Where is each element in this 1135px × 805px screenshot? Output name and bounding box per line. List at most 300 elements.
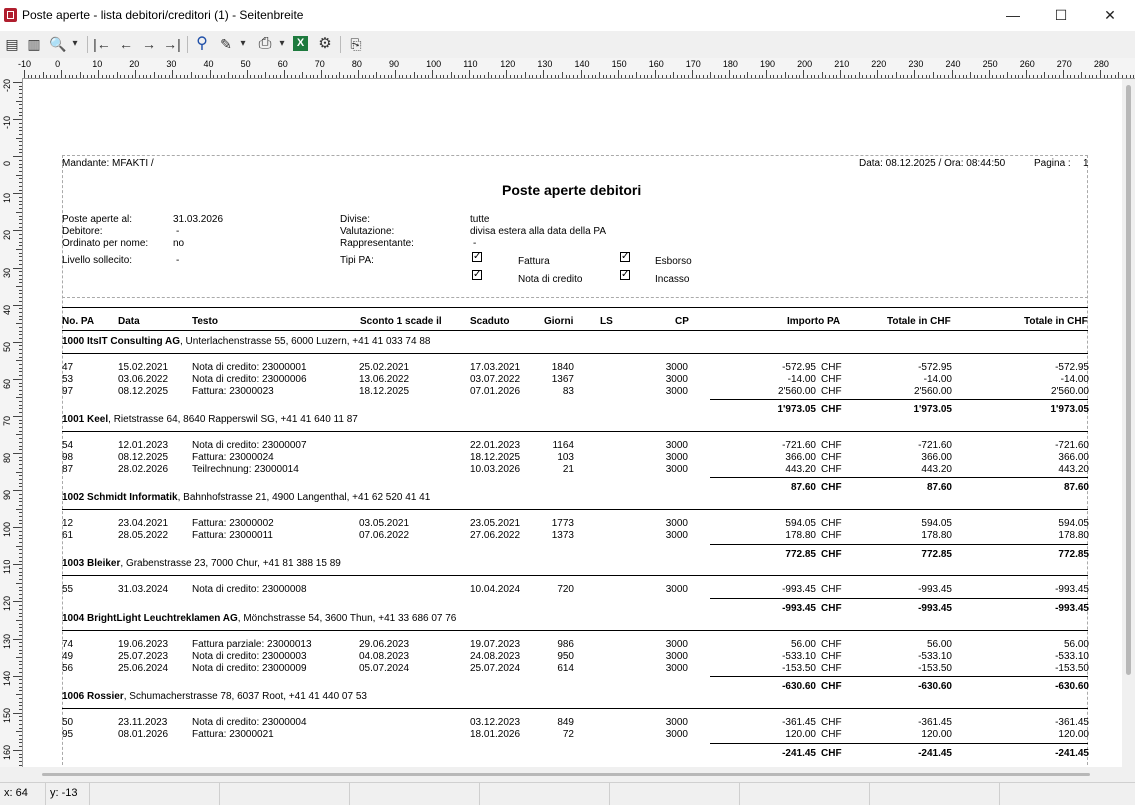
ruler-tick xyxy=(19,724,22,725)
ruler-tick xyxy=(1003,75,1004,78)
header-rule xyxy=(62,330,1088,331)
ruler-tick xyxy=(881,75,882,78)
checkbox-label: Nota di credito xyxy=(518,274,583,285)
ruler-tick xyxy=(19,739,22,740)
ruler-tick xyxy=(447,75,448,78)
ruler-tick xyxy=(744,75,745,78)
subtotal-rule xyxy=(710,399,1088,400)
page-icon[interactable]: ▤ xyxy=(5,36,19,52)
ruler-tick xyxy=(918,75,919,78)
ruler-tick xyxy=(718,75,719,78)
subtotal-rule xyxy=(710,676,1088,677)
ruler-tick xyxy=(239,75,240,78)
ruler-tick xyxy=(19,208,22,209)
ruler-tick xyxy=(19,742,22,743)
status-y: y: -13 xyxy=(46,783,90,805)
cell-totale-chf-2: -14.00 xyxy=(1060,373,1089,385)
ruler-tick xyxy=(369,75,370,78)
ruler-tick xyxy=(16,509,22,510)
debtor-name: 1004 BrightLight Leuchtreklamen AG xyxy=(62,613,238,624)
ruler-tick xyxy=(250,75,251,78)
ruler-tick xyxy=(150,75,151,78)
status-cell xyxy=(870,783,1000,805)
param-label: Ordinato per nome: xyxy=(62,238,149,249)
param-label: Divise: xyxy=(340,214,371,225)
ruler-tick xyxy=(83,75,84,78)
cell-testo: Nota di credito: 23000008 xyxy=(192,584,307,595)
cell-giorni: 1164 xyxy=(552,440,574,451)
ruler-tick xyxy=(19,316,22,317)
ruler-tick xyxy=(940,75,941,78)
ruler-tick xyxy=(13,453,22,454)
ruler-tick xyxy=(19,338,22,339)
cell-giorni: 1367 xyxy=(551,373,574,385)
ruler-tick xyxy=(477,75,478,78)
prev-page-icon[interactable]: ← xyxy=(119,36,133,52)
cell-giorni: 950 xyxy=(557,650,574,662)
ruler-tick xyxy=(844,75,845,78)
zoom-dropdown-icon[interactable]: ▾ xyxy=(72,38,78,49)
ruler-tick xyxy=(46,75,47,78)
ruler-tick xyxy=(19,512,22,513)
ruler-tick xyxy=(19,345,22,346)
ruler-tick xyxy=(76,75,77,78)
ruler-tick xyxy=(19,446,22,447)
ruler-label: 0 xyxy=(2,161,12,167)
exit-icon[interactable]: ⎘ xyxy=(350,36,362,52)
ruler-tick xyxy=(1033,75,1034,78)
ruler-tick xyxy=(19,661,22,662)
ruler-label: -20 xyxy=(2,78,12,92)
ruler-label: 260 xyxy=(1019,59,1035,69)
ruler-tick xyxy=(696,75,697,78)
search-icon[interactable]: ⚲ xyxy=(196,35,208,52)
debtor-address: , Grabenstrasse 23, 7000 Chur, +41 81 388 15 89 xyxy=(120,558,341,569)
ruler-tick xyxy=(836,75,837,78)
excel-icon[interactable]: X xyxy=(293,36,308,51)
cell-scaduto: 19.07.2023 xyxy=(470,639,521,650)
ruler-tick xyxy=(132,75,133,78)
ruler-tick xyxy=(454,75,455,78)
ruler-tick xyxy=(13,490,22,491)
ruler-tick xyxy=(491,75,492,78)
ruler-tick xyxy=(202,75,203,78)
ruler-tick xyxy=(989,70,990,78)
checkbox-nota-credito: ✓ xyxy=(473,269,482,280)
cell-totale-chf-2: -721.60 xyxy=(1055,440,1089,451)
ruler-tick xyxy=(19,460,22,461)
pen-dropdown-icon[interactable]: ▾ xyxy=(240,38,246,49)
cell-testo: Nota di credito: 23000007 xyxy=(192,440,307,451)
ruler-tick xyxy=(610,75,611,78)
page-width-icon[interactable]: ▥ xyxy=(27,36,41,52)
ruler-tick xyxy=(19,531,22,532)
ruler-tick xyxy=(970,72,971,78)
ruler-tick xyxy=(391,75,392,78)
ruler-tick xyxy=(1126,75,1127,78)
param-label: Tipi PA: xyxy=(340,255,374,266)
ruler-tick xyxy=(139,75,140,78)
ruler-label: 90 xyxy=(2,490,12,501)
ruler-tick xyxy=(19,457,22,458)
cell-totale-chf-2: 178.80 xyxy=(1058,529,1089,541)
ruler-tick xyxy=(19,635,22,636)
ruler-tick xyxy=(773,75,774,78)
ruler-tick xyxy=(874,75,875,78)
ruler-tick xyxy=(1000,75,1001,78)
cell-testo: Nota di credito: 23000009 xyxy=(192,662,307,674)
ruler-tick xyxy=(19,668,22,669)
ruler-tick xyxy=(19,401,22,402)
ruler-tick xyxy=(269,75,270,78)
ruler-tick xyxy=(19,394,22,395)
toolbar-separator xyxy=(340,36,341,53)
cell-no-pa: 54 xyxy=(62,440,74,451)
next-page-icon[interactable]: → xyxy=(142,36,156,52)
cell-importo: 594.05 xyxy=(785,518,816,529)
ruler-tick xyxy=(503,75,504,78)
ruler-tick xyxy=(19,145,22,146)
ruler-tick xyxy=(106,75,107,78)
ruler-tick xyxy=(102,75,103,78)
cell-scaduto: 18.12.2025 xyxy=(470,451,521,463)
ruler-tick xyxy=(19,223,22,224)
ruler-tick xyxy=(19,364,22,365)
print-icon[interactable]: ⎙ xyxy=(258,35,272,52)
toolbar xyxy=(0,31,1135,58)
cell-scaduto: 03.12.2023 xyxy=(470,717,521,728)
ruler-tick xyxy=(688,75,689,78)
ruler-tick xyxy=(440,75,441,78)
ruler-tick xyxy=(13,416,22,417)
ruler-tick xyxy=(777,75,778,78)
ruler-tick xyxy=(280,75,281,78)
cell-giorni: 720 xyxy=(557,584,574,595)
ruler-tick xyxy=(19,245,22,246)
ruler-tick xyxy=(210,70,211,78)
cell-totale-chf-2: -572.95 xyxy=(1055,362,1089,373)
ruler-tick xyxy=(243,75,244,78)
ruler-tick xyxy=(16,546,22,547)
close-button[interactable]: ✕ xyxy=(1104,7,1116,23)
col-header-scaduto: Scaduto xyxy=(470,316,510,327)
ruler-tick xyxy=(16,583,22,584)
ruler-tick xyxy=(161,75,162,78)
ruler-tick xyxy=(1044,72,1045,78)
cell-data: 25.06.2024 xyxy=(118,662,169,674)
ruler-tick xyxy=(862,75,863,78)
cell-importo: 2'560.00 xyxy=(777,385,816,397)
ruler-tick xyxy=(562,72,563,78)
debtor-name: 1002 Schmidt Informatik xyxy=(62,492,178,503)
ruler-tick xyxy=(313,75,314,78)
col-header-giorni: Giorni xyxy=(544,316,574,327)
ruler-tick xyxy=(595,75,596,78)
ruler-tick xyxy=(19,353,22,354)
ruler-tick xyxy=(606,75,607,78)
col-header-totale-chf-2: Totale in CHF xyxy=(1024,316,1088,327)
ruler-tick xyxy=(1111,75,1112,78)
cell-giorni: 986 xyxy=(557,639,574,650)
ruler-tick xyxy=(306,75,307,78)
ruler-tick xyxy=(388,75,389,78)
total-totale-chf: -993.45 xyxy=(918,602,952,614)
ruler-tick xyxy=(19,127,22,128)
ruler-tick xyxy=(19,238,22,239)
ruler-label: 210 xyxy=(834,59,850,69)
param-value: - xyxy=(473,238,477,249)
ruler-tick xyxy=(618,70,619,78)
total-currency: CHF xyxy=(821,681,842,693)
ruler-tick xyxy=(19,319,22,320)
ruler-tick xyxy=(19,516,22,517)
ruler-tick xyxy=(224,75,225,78)
ruler-tick xyxy=(818,75,819,78)
ruler-tick xyxy=(98,70,99,78)
ruler-tick xyxy=(19,371,22,372)
ruler-tick xyxy=(19,405,22,406)
ruler-tick xyxy=(770,75,771,78)
ruler-tick xyxy=(16,731,22,732)
ruler-tick xyxy=(721,75,722,78)
total-totale-chf: 87.60 xyxy=(926,482,952,494)
ruler-tick xyxy=(187,75,188,78)
ruler-tick xyxy=(395,70,396,78)
ruler-label: 60 xyxy=(277,59,288,69)
ruler-tick xyxy=(328,75,329,78)
total-currency: CHF xyxy=(821,548,842,560)
ruler-tick xyxy=(343,75,344,78)
ruler-label: 110 xyxy=(463,59,478,69)
ruler-tick xyxy=(710,72,711,78)
ruler-tick xyxy=(176,75,177,78)
horizontal-scrollbar[interactable] xyxy=(0,767,1135,781)
cell-cp: 3000 xyxy=(665,362,688,373)
ruler-tick xyxy=(432,70,433,78)
col-header-importo: Importo PA xyxy=(787,316,841,327)
ruler-tick xyxy=(573,75,574,78)
ruler-tick xyxy=(955,75,956,78)
col-header-no-pa: No. PA xyxy=(62,316,95,327)
ruler-tick xyxy=(16,175,22,176)
debtor-header xyxy=(62,492,430,503)
ruler-tick xyxy=(16,101,22,102)
cell-totale-chf-2: -361.45 xyxy=(1055,717,1089,728)
zoom-icon[interactable]: 🔍 xyxy=(49,36,67,52)
ruler-tick xyxy=(276,75,277,78)
ruler-label: 70 xyxy=(2,415,12,426)
ruler-tick xyxy=(13,82,22,83)
ruler-tick xyxy=(19,130,22,131)
ruler-tick xyxy=(19,149,22,150)
ruler-tick xyxy=(796,75,797,78)
ruler-tick xyxy=(19,141,22,142)
cell-cp: 3000 xyxy=(665,518,688,529)
ruler-tick xyxy=(1122,75,1123,78)
ruler-tick xyxy=(19,93,22,94)
ruler-tick xyxy=(536,75,537,78)
ruler-tick xyxy=(733,75,734,78)
maximize-button[interactable]: ☐ xyxy=(1054,7,1068,23)
ruler-tick xyxy=(19,705,22,706)
gear-icon[interactable]: ⚙ xyxy=(318,35,332,52)
ruler-tick xyxy=(198,75,199,78)
ruler-label: 280 xyxy=(1093,59,1109,69)
ruler-tick xyxy=(19,486,22,487)
ruler-tick xyxy=(69,75,70,78)
col-header-totale-chf: Totale in CHF xyxy=(887,316,951,327)
ruler-tick xyxy=(19,383,22,384)
ruler-tick xyxy=(19,368,22,369)
ruler-tick xyxy=(811,75,812,78)
ruler-tick xyxy=(317,75,318,78)
cell-importo: -14.00 xyxy=(787,373,816,385)
ruler-tick xyxy=(1067,75,1068,78)
ruler-tick xyxy=(19,216,22,217)
cell-sconto: 03.05.2021 xyxy=(359,518,410,529)
ruler-tick xyxy=(19,297,22,298)
ruler-tick xyxy=(19,386,22,387)
group-rule xyxy=(62,708,1088,709)
ruler-tick xyxy=(543,70,544,78)
ruler-tick xyxy=(16,434,22,435)
ruler-tick xyxy=(566,75,567,78)
total-currency: CHF xyxy=(821,602,842,614)
ruler-tick xyxy=(261,75,262,78)
scroll-thumb[interactable] xyxy=(1126,85,1131,675)
ruler-tick xyxy=(855,75,856,78)
minimize-button[interactable]: — xyxy=(1006,7,1020,23)
ruler-tick xyxy=(1055,75,1056,78)
status-cell xyxy=(90,783,220,805)
cell-currency: CHF xyxy=(821,463,842,475)
ruler-tick xyxy=(265,72,266,78)
ruler-tick xyxy=(302,72,303,78)
cell-currency: CHF xyxy=(821,440,842,451)
ruler-tick xyxy=(19,561,22,562)
first-page-icon[interactable]: |← xyxy=(93,36,111,52)
ruler-label: 240 xyxy=(945,59,961,69)
ruler-tick xyxy=(666,75,667,78)
ruler-tick xyxy=(759,75,760,78)
ruler-tick xyxy=(19,646,22,647)
ruler-tick xyxy=(1107,75,1108,78)
param-value: - xyxy=(176,255,180,266)
ruler-tick xyxy=(462,75,463,78)
ruler-tick xyxy=(19,204,22,205)
ruler-tick xyxy=(495,75,496,78)
ruler-tick xyxy=(19,498,22,499)
vertical-ruler xyxy=(0,78,23,768)
margin-guide xyxy=(62,297,1088,298)
ruler-tick xyxy=(19,572,22,573)
ruler-label: 120 xyxy=(2,596,12,612)
ruler-tick xyxy=(525,72,526,78)
ruler-label: 230 xyxy=(908,59,924,69)
param-value: no xyxy=(173,238,185,249)
ruler-tick xyxy=(13,379,22,380)
cell-totale-chf: 443.20 xyxy=(921,463,952,475)
vertical-scrollbar[interactable] xyxy=(1122,79,1135,767)
ruler-tick xyxy=(529,75,530,78)
ruler-tick xyxy=(577,75,578,78)
ruler-tick xyxy=(195,75,196,78)
ruler-tick xyxy=(339,72,340,78)
ruler-tick xyxy=(521,75,522,78)
ruler-tick xyxy=(19,89,22,90)
ruler-tick xyxy=(19,253,22,254)
ruler-tick xyxy=(19,167,22,168)
ruler-tick xyxy=(19,687,22,688)
ruler-tick xyxy=(506,70,507,78)
status-x: x: 64 xyxy=(0,783,46,805)
debtor-address: , Mönchstrasse 54, 3600 Thun, +41 33 686 07 76 xyxy=(237,613,457,624)
print-dropdown-icon[interactable]: ▾ xyxy=(279,38,285,49)
ruler-label: 200 xyxy=(797,59,813,69)
total-totale-chf-2: 87.60 xyxy=(1063,482,1089,494)
cell-data: 31.03.2024 xyxy=(118,584,169,595)
ruler-tick xyxy=(551,75,552,78)
page-label: Pagina : xyxy=(1034,158,1071,169)
ruler-tick xyxy=(19,312,22,313)
ruler-tick xyxy=(651,75,652,78)
ruler-label: 30 xyxy=(166,59,177,69)
cell-sconto: 13.06.2022 xyxy=(359,373,410,385)
group-rule xyxy=(62,575,1088,576)
ruler-tick xyxy=(1026,70,1027,78)
ruler-tick xyxy=(514,75,515,78)
ruler-tick xyxy=(13,230,22,231)
col-header-sconto: Sconto 1 scade il xyxy=(360,316,442,327)
ruler-tick xyxy=(914,70,915,78)
ruler-tick xyxy=(19,152,22,153)
ruler-tick xyxy=(16,286,22,287)
ruler-tick xyxy=(217,75,218,78)
ruler-tick xyxy=(19,765,22,766)
ruler-tick xyxy=(599,72,600,78)
scroll-thumb[interactable] xyxy=(42,773,1090,776)
ruler-tick xyxy=(13,193,22,194)
ruler-tick xyxy=(788,75,789,78)
cell-scaduto: 27.06.2022 xyxy=(470,529,521,541)
ruler-tick xyxy=(499,75,500,78)
ruler-tick xyxy=(258,75,259,78)
ruler-tick xyxy=(13,601,22,602)
cell-no-pa: 56 xyxy=(62,662,74,674)
cell-cp: 3000 xyxy=(665,529,688,541)
ruler-label: -10 xyxy=(2,116,12,130)
ruler-tick xyxy=(91,75,92,78)
ruler-tick xyxy=(1118,72,1119,78)
ruler-tick xyxy=(19,164,22,165)
last-page-icon[interactable]: →| xyxy=(163,36,181,52)
ruler-tick xyxy=(948,75,949,78)
ruler-tick xyxy=(19,702,22,703)
ruler-tick xyxy=(273,75,274,78)
ruler-tick xyxy=(603,75,604,78)
pen-icon[interactable]: ✎ xyxy=(220,36,232,52)
ruler-tick xyxy=(19,227,22,228)
ruler-tick xyxy=(985,75,986,78)
ruler-tick xyxy=(848,75,849,78)
ruler-tick xyxy=(714,75,715,78)
cell-scaduto: 18.01.2026 xyxy=(470,728,521,740)
ruler-tick xyxy=(19,408,22,409)
ruler-tick xyxy=(19,108,22,109)
status-cell xyxy=(610,783,740,805)
ruler-tick xyxy=(16,657,22,658)
cell-scaduto: 03.07.2022 xyxy=(470,373,521,385)
